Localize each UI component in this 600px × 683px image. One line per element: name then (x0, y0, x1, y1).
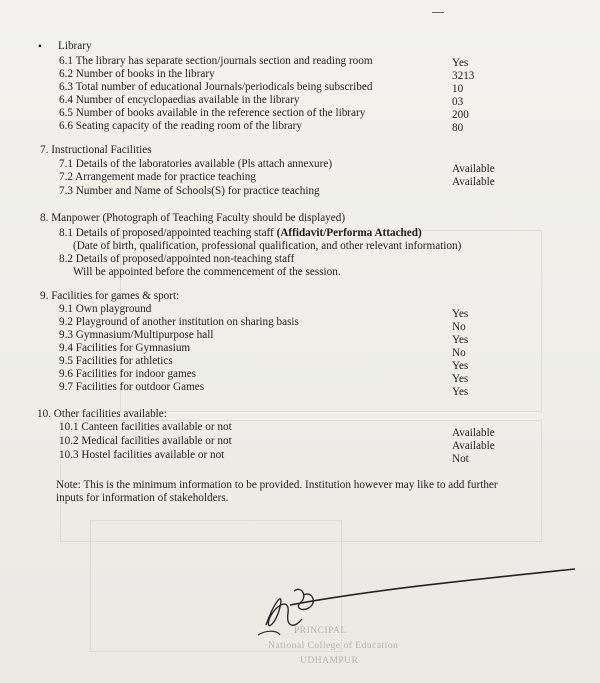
note-line-1: Note: This is the minimum information to be provided. Institution however may like to add further (56, 479, 498, 491)
games-item-label: 9.1 Own playground (59, 303, 152, 315)
library-item-label: 6.1 The library has separate section/journals section and reading room (59, 55, 373, 67)
other-item-label: 10.1 Canteen facilities available or not (59, 421, 232, 433)
library-item-label: 6.4 Number of encyclopaedias available in the library (59, 94, 300, 106)
games-item-value: Yes (452, 373, 469, 385)
games-item-label: 9.6 Facilities for indoor games (59, 368, 197, 380)
stamp-line-2: National College of Education (268, 641, 399, 651)
manpower-item-1-note: (Date of birth, qualification, professional qualification, and other relevant information) (73, 240, 462, 252)
games-item-value: Yes (452, 308, 469, 320)
games-item-label: 9.5 Facilities for athletics (59, 355, 173, 367)
games-item-label: 9.7 Facilities for outdoor Games (59, 381, 205, 393)
games-item-value: Yes (452, 360, 469, 372)
instructional-item-label: 7.2 Arrangement made for practice teaching (59, 171, 256, 183)
manpower-item-1 (59, 227, 422, 239)
library-item-label: 6.6 Seating capacity of the reading room of the library (59, 120, 302, 132)
manpower-item-2-note: Will be appointed before the commencement of the session. (73, 266, 341, 278)
library-item-value: 10 (452, 83, 464, 95)
top-mark (432, 12, 444, 13)
manpower-item-1-bold: (Affidavit/Performa Attached) (276, 227, 422, 239)
other-item-value: Available (452, 440, 495, 452)
stamp-line-3: UDHAMPUR (300, 656, 359, 666)
games-item-label: 9.3 Gymnasium/Multipurpose hall (59, 329, 214, 341)
instructional-item-label: 7.1 Details of the laboratories available (Pls attach annexure) (59, 158, 333, 170)
other-item-label: 10.2 Medical facilities available or not (59, 435, 232, 447)
other-item-value: Available (452, 427, 495, 439)
instructional-item-value: Available (452, 176, 495, 188)
note-line-2: inputs for information of stakeholders. (56, 492, 229, 504)
games-item-label: 9.2 Playground of another institution on sharing basis (59, 316, 299, 328)
library-title: Library (58, 40, 92, 52)
library-item-label: 6.5 Number of books available in the reference section of the library (59, 107, 366, 119)
manpower-item-2: 8.2 Details of proposed/appointed non-teaching staff (59, 253, 295, 265)
games-item-label: 9.4 Facilities for Gymnasium (59, 342, 191, 354)
stamp-line-1: PRINCIPAL (294, 626, 347, 636)
games-item-value: No (452, 347, 466, 359)
other-title: 10. Other facilities available: (37, 408, 167, 420)
library-item-value: 80 (452, 122, 464, 134)
games-title: 9. Facilities for games & sport: (40, 290, 180, 302)
instructional-item-value: Available (452, 163, 495, 175)
library-item-value: 03 (452, 96, 464, 108)
games-item-value: Yes (452, 386, 469, 398)
other-item-label: 10.3 Hostel facilities available or not (59, 449, 225, 461)
library-item-label: 6.3 Total number of educational Journals/periodicals being subscribed (59, 81, 373, 93)
games-item-value: No (452, 321, 466, 333)
manpower-item-1-label: 8.1 Details of proposed/appointed teaching staff (59, 227, 274, 239)
manpower-title: 8. Manpower (Photograph of Teaching Faculty should be displayed) (40, 212, 346, 224)
library-item-value: 200 (452, 109, 469, 121)
library-bullet: • (38, 41, 42, 53)
instructional-title: 7. Instructional Facilities (40, 144, 152, 156)
games-item-value: Yes (452, 334, 469, 346)
library-item-label: 6.2 Number of books in the library (59, 68, 215, 80)
other-item-value: Not (452, 453, 469, 465)
library-item-value: 3213 (452, 70, 475, 82)
instructional-item-label: 7.3 Number and Name of Schools(S) for practice teaching (59, 185, 320, 197)
library-item-value: Yes (452, 57, 469, 69)
